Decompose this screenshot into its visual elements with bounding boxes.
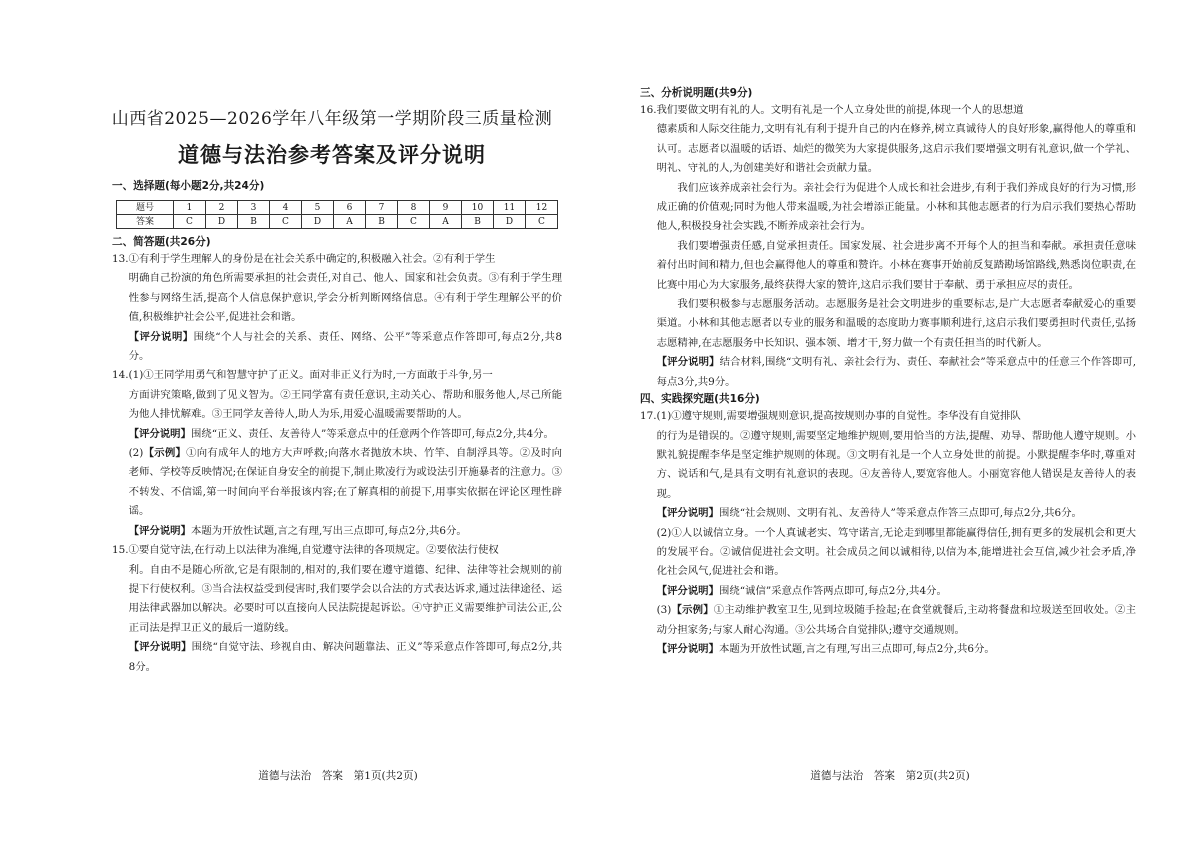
table-cell: A (430, 215, 462, 229)
question-16-answer-1: 德素质和人际交往能力,文明有礼有利于提升自己的内在修养,树立真诚待人的良好形象,赢得他人的尊重和认可。志愿者以温暖的话语、灿烂的微笑为大家提供服务,这启示我们要增强文明有礼意识,做一个学礼、明礼、守礼的人,为创建美好和谐社会贡献力量。 (656, 123, 1136, 175)
table-cell: 12 (526, 201, 558, 215)
question-17-2-answer: (2)①人以诚信立身。一个人真诚老实、笃守诺言,无论走到哪里都能赢得信任,拥有更多的发展机会和更大的发展平台。②诚信促进社会文明。社会成员之间以诚相待,以信为本,能增进社会互信,减少社会矛盾,净化社会风气,促进社会和谐。 (656, 526, 1136, 578)
question-17-1-answer: 的行为是错误的。②遵守规则,需要坚定地维护规则,要用恰当的方法,提醒、劝导、帮助他人遵守规则。小默礼貌提醒李华是坚定维护规则的体现。③文明有礼是一个人立身处世的前提。小默提醒李华时,尊重对方、说话和气,是具有文明有礼意识的表现。④友善待人,要宽容他人。小丽宽容他人错误是友善待人的表现。 (656, 429, 1136, 500)
question-16-answer-4: 我们要积极参与志愿服务活动。志愿服务是社会文明进步的重要标志,是广大志愿者奉献爱心的重要渠道。小林和其他志愿者以专业的服务和温暖的态度助力赛事顺利进行,这启示我们要勇担时代责任,弘扬志愿精神,在志愿服务中长知识、强本领、增才干,努力做一个有责任担当的时代新人。 (656, 298, 1136, 349)
question-14-first-line: 14.(1)①王同学用勇气和智慧守护了正义。面对非正义行为时,一方面敢于斗争,另一 (112, 369, 493, 382)
table-cell: 3 (238, 201, 270, 215)
table-cell: C (398, 215, 430, 229)
table-cell: D (206, 215, 238, 229)
table-cell: C (270, 215, 302, 229)
answer-table (116, 200, 558, 229)
section-heading-practice: 四、实践探究题(共16分) (640, 393, 760, 406)
scoring-tag: 【评分说明】 (128, 427, 191, 440)
section-heading-short-answer: 二、简答题(共26分) (112, 236, 211, 248)
scoring-note: 围绕“个人与社会的关系、责任、网络、公平”等采意点作答即可,每点2分,共8分。 (128, 330, 562, 363)
scoring-note: 围绕“自觉守法、珍视自由、解决问题靠法、正义”等采意点作答即可,每点2分,共8分。 (128, 641, 563, 673)
scoring-note: 本题为开放性试题,言之有理,写出三点即可,每点2分,共6分。 (190, 524, 467, 537)
table-row-label: 答案 (117, 215, 174, 229)
example-tag: 【示例】 (671, 604, 714, 617)
table-cell: 5 (302, 201, 334, 215)
sub-question-number: (3) (656, 604, 672, 617)
page-footer: 道德与法治 答案 第1页(共2页) (258, 770, 418, 782)
table-cell: D (302, 215, 334, 229)
table-cell: 1 (174, 201, 206, 215)
question-14-2-scoring (112, 522, 562, 541)
question-17-1-scoring (640, 504, 1136, 523)
scoring-tag: 【评分说明】 (656, 356, 720, 369)
scoring-tag: 【评分说明】 (128, 641, 192, 654)
example-tag: 【示例】 (143, 447, 187, 460)
table-cell: D (494, 215, 526, 229)
scoring-tag: 【评分说明】 (656, 507, 719, 520)
table-row-label: 题号 (117, 201, 174, 215)
question-14-1-answer: 方面讲究策略,做到了见义智为。②王同学富有责任意识,主动关心、帮助和服务他人,尽己所能为他人排忧解难。③王同学友善待人,助人为乐,用爱心温暖需要帮助的人。 (128, 388, 562, 421)
table-cell: 7 (366, 201, 398, 215)
question-13-first-line: 13.①有利于学生理解人的身份是在社会关系中确定的,积极融入社会。②有利于学生 (112, 253, 496, 265)
scoring-tag: 【评分说明】 (128, 524, 191, 537)
table-cell: 11 (494, 201, 526, 215)
table-cell: B (462, 215, 494, 229)
question-17-3-answer (640, 601, 1136, 640)
table-row-answers (117, 215, 558, 229)
question-16-first-line: 16.我们要做文明有礼的人。文明有礼是一个人立身处世的前提,体现一个人的思想道 (640, 104, 1024, 116)
table-cell: 6 (334, 201, 366, 215)
sub-question-number: (2) (128, 447, 144, 460)
scoring-note: 本题为开放性试题,言之有理,写出三点即可,每点2分,共6分。 (718, 642, 995, 655)
example-text: ①向有成年人的地方大声呼救;向落水者抛放木块、竹竿、自制浮具等。②及时向老师、学校等反映情况;在保证自身安全的前提下,制止欺凌行为或设法引开施暴者的注意力。③不转发、不信谣,第一时间向平台举报该内容;在了解真相的前提下,用事实依据在评论区理性辟谣。 (128, 447, 563, 518)
scoring-tag: 【评分说明】 (656, 642, 719, 655)
question-14-1-scoring (112, 425, 562, 444)
scoring-tag: 【评分说明】 (128, 330, 194, 343)
section-heading-choice: 一、选择题(每小题2分,共24分) (112, 180, 265, 192)
page-2 (600, 0, 1200, 849)
table-cell: 9 (430, 201, 462, 215)
question-15-scoring (112, 638, 562, 677)
table-cell: A (334, 215, 366, 229)
table-cell: B (238, 215, 270, 229)
question-16-answer-2: 我们应该养成亲社会行为。亲社会行为促进个人成长和社会进步,有利于我们养成良好的行为习惯,形成正确的价值观;同时为他人带来温暖,为社会增添正能量。小林和其他志愿者的行为启示我们要热心帮助他人,积极投身社会实践,不断养成亲社会行为。 (656, 181, 1136, 233)
table-cell: 2 (206, 201, 238, 215)
table-cell: B (366, 215, 398, 229)
scoring-note: 结合材料,围绕“文明有礼、亲社会行为、责任、奉献社会”等采意点中的任意三个作答即可,每点3分,共9分。 (656, 356, 1136, 388)
question-17-2-scoring (640, 582, 1136, 601)
question-15-answer: 利。自由不是随心所欲,它是有限制的,相对的,我们要在遵守道德、纪律、法律等社会规则的前提下行使权利。③当合法权益受到侵害时,我们要学会以合法的方式表达诉求,通过法律途径、运用法律武器加以解决。必要时可以直接向人民法院提起诉讼。④守护正义需要维护司法公正,公正司法是捍卫正义的最后一道防线。 (128, 563, 562, 634)
question-16-answer-3: 我们要增强责任感,自觉承担责任。国家发展、社会进步离不开每个人的担当和奉献。承担责任意味着付出时间和精力,但也会赢得他人的尊重和赞许。小林在赛事开始前反复踏勘场馆路线,熟悉岗位职责,在比赛中用心为大家服务,最终获得大家的赞许,这启示我们要甘于奉献、勇于承担应尽的责任。 (656, 239, 1136, 291)
question-13-answer: 明确自己扮演的角色所需要承担的社会责任,对自己、他人、国家和社会负责。③有利于学生理性参与网络生活,提高个人信息保护意识,学会分析判断网络信息。④有利于学生理解公平的价值,积极维护社会公平,促进社会和谐。 (128, 272, 562, 324)
table-cell: 10 (462, 201, 494, 215)
question-15-first-line: 15.①要自觉守法,在行动上以法律为准绳,自觉遵守法律的各项规定。②要依法行使权 (112, 544, 499, 557)
exam-title: 山西省2025—2026学年八年级第一学期阶段三质量检测 (111, 109, 553, 129)
example-text: ①主动维护教室卫生,见到垃圾随手捡起;在食堂就餐后,主动将餐盘和垃圾送至回收处。②主动分担家务;与家人耐心沟通。③公共场合自觉排队;遵守交通规则。 (656, 604, 1136, 636)
section-heading-analysis: 三、分析说明题(共9分) (640, 87, 753, 99)
table-cell: C (526, 215, 558, 229)
question-14-2-answer (112, 444, 562, 522)
scoring-note: 围绕“诚信”采意点作答两点即可,每点2分,共4分。 (718, 584, 947, 597)
page-footer: 道德与法治 答案 第2页(共2页) (810, 770, 970, 782)
table-cell: 8 (398, 201, 430, 215)
scoring-note: 围绕“正义、责任、友善待人”等采意点中的任意两个作答即可,每点2分,共4分。 (190, 427, 554, 440)
question-13-scoring (112, 328, 562, 367)
scoring-note: 围绕“社会规则、文明有礼、友善待人”等采意点作答三点即可,每点2分,共6分。 (718, 507, 1082, 520)
table-cell: 4 (270, 201, 302, 215)
scoring-tag: 【评分说明】 (656, 584, 719, 597)
question-16-scoring (640, 353, 1136, 392)
table-cell: C (174, 215, 206, 229)
question-17-first-line: 17.(1)①遵守规则,需要增强规则意识,提高按规则办事的自觉性。李华没有自觉排队 (640, 410, 1021, 423)
table-row-numbers (117, 201, 558, 215)
document-title: 道德与法治参考答案及评分说明 (178, 142, 486, 167)
question-17-3-scoring (640, 640, 1136, 659)
